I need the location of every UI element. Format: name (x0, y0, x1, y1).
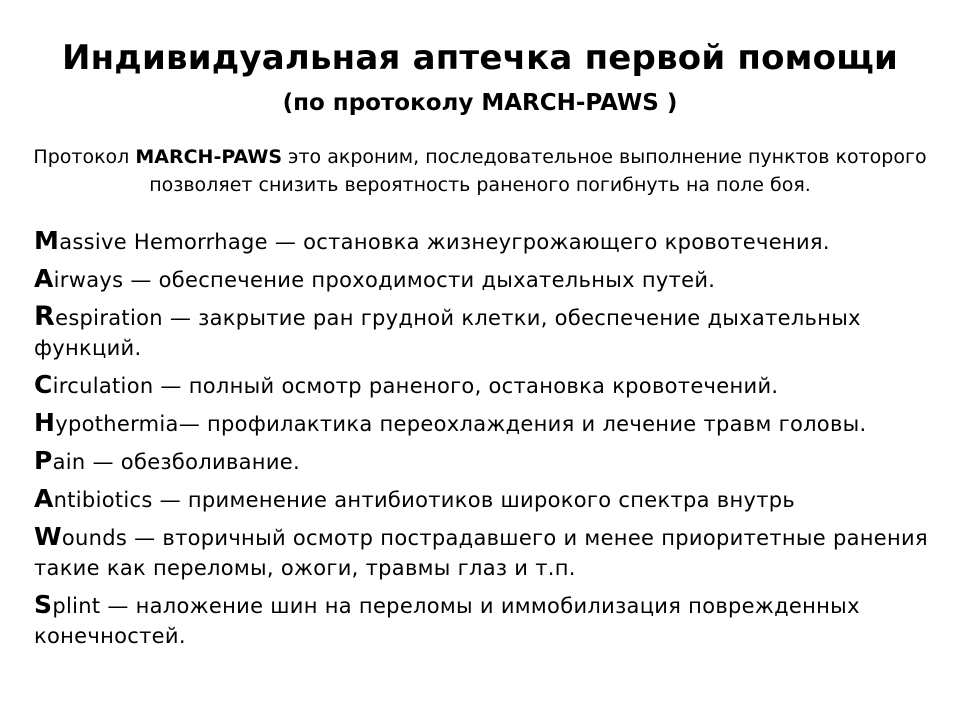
item-description: — применение антибиотиков широкого спектра внутрь (152, 488, 796, 512)
item-description: — обеспечение проходимости дыхательных путей. (123, 268, 716, 292)
item-letter: A (34, 264, 54, 293)
item-word: ntibiotics (53, 488, 153, 512)
item-letter: R (34, 301, 56, 332)
item-word: espiration (55, 306, 163, 330)
item-word: ypothermia (55, 412, 179, 436)
item-word: ounds (61, 526, 128, 550)
march-paws-list (34, 226, 944, 658)
item-word: plint (52, 594, 101, 618)
item-description: — вторичный осмотр пострадавшего и менее приоритетные ранения такие как переломы, ожоги, травмы глаз и т.п. (34, 526, 928, 580)
item-letter: C (34, 370, 53, 399)
page-subtitle: (по протоколу MARCH-PAWS ) (282, 90, 678, 116)
list-item-splint (34, 590, 944, 651)
item-letter: W (34, 522, 62, 551)
list-item-antibiotics (34, 484, 944, 515)
item-letter: H (34, 408, 56, 437)
item-description: — закрытие ран грудной клетки, обеспечение дыхательных функций. (34, 306, 861, 360)
intro-acronym: MARCH-PAWS (135, 146, 283, 168)
list-item-massive-hemorrhage (34, 226, 944, 257)
item-word: ain (52, 450, 86, 474)
item-letter: M (34, 226, 60, 255)
item-word: assive Hemorrhage (59, 230, 268, 254)
item-letter: S (34, 590, 53, 619)
item-description: — профилактика переохлаждения и лечение травм головы. (178, 412, 867, 436)
item-description: — обезболивание. (85, 450, 300, 474)
list-item-wounds (34, 522, 944, 583)
item-letter: A (34, 484, 54, 513)
item-description: — остановка жизнеугрожающего кровотечения. (267, 230, 830, 254)
intro-text-before: Протокол (33, 146, 136, 168)
list-item-circulation (34, 370, 944, 401)
item-letter: P (34, 446, 53, 475)
item-description: — наложение шин на переломы и иммобилизация поврежденных конечностей. (34, 594, 860, 648)
list-item-airways (34, 264, 944, 295)
item-description: — полный осмотр раненого, остановка кровотечений. (153, 374, 779, 398)
list-item-pain (34, 446, 944, 477)
list-item-respiration (34, 302, 944, 363)
page-title: Индивидуальная аптечка первой помощи (61, 38, 899, 78)
list-item-hypothermia (34, 408, 944, 439)
item-word: irculation (52, 374, 154, 398)
intro-text-after: это акроним, последовательное выполнение пунктов которого позволяет снизить вероятность раненого погибнуть на поле боя. (149, 146, 927, 196)
item-word: irways (53, 268, 124, 292)
intro-paragraph (20, 143, 940, 199)
